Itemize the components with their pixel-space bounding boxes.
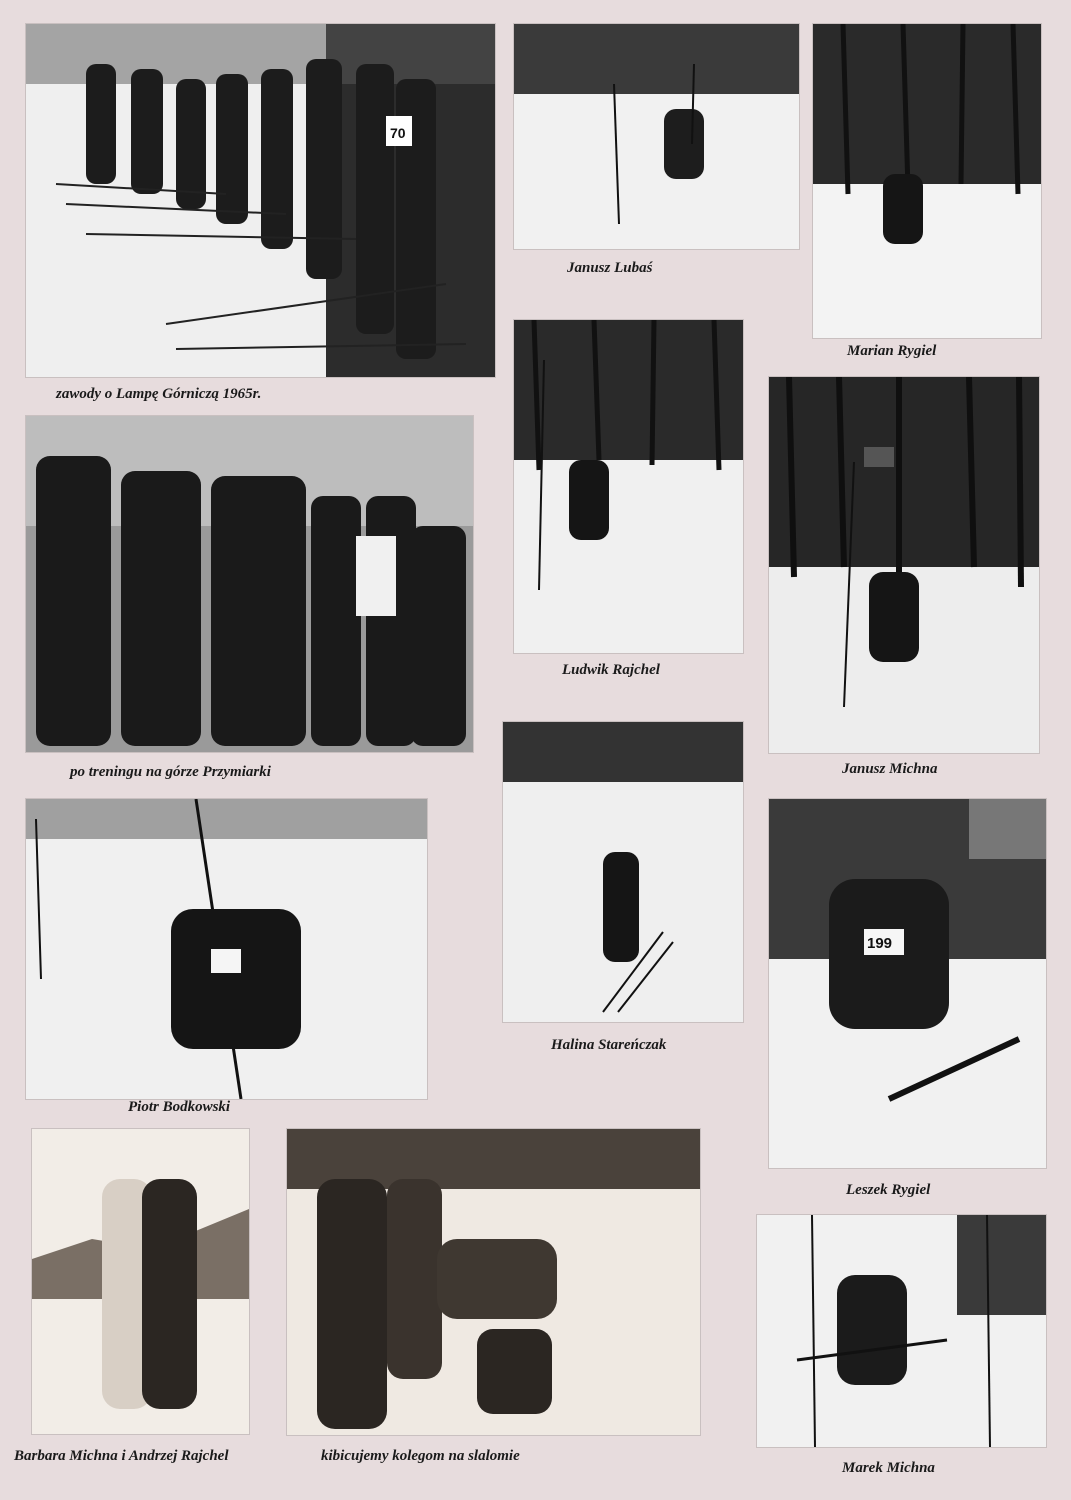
photo-piotr-bodkowski (26, 799, 427, 1099)
caption-leszek-rygiel: Leszek Rygiel (846, 1182, 931, 1198)
photo-halina-starenczak-image (503, 722, 743, 1022)
photo-ludwik-rajchel (514, 320, 743, 653)
photo-leszek-rygiel-image (769, 799, 1046, 1168)
photo-cheering-slalom (287, 1129, 700, 1435)
caption-ski-competition-group: zawody o Lampę Górniczą 1965r. (56, 386, 262, 402)
caption-ludwik-rajchel: Ludwik Rajchel (562, 662, 660, 678)
photo-janusz-michna (769, 377, 1039, 753)
photo-ludwik-rajchel-image (514, 320, 743, 653)
caption-janusz-michna: Janusz Michna (842, 761, 938, 777)
bib-number: 199 (867, 935, 893, 952)
photo-piotr-bodkowski-image (26, 799, 427, 1099)
photo-halina-starenczak (503, 722, 743, 1022)
caption-after-training-przymiarki: po treningu na górze Przymiarki (70, 764, 271, 780)
photo-ski-competition-group-image (26, 24, 495, 377)
caption-piotr-bodkowski: Piotr Bodkowski (128, 1099, 231, 1115)
photo-ski-competition-group (26, 24, 495, 377)
caption-janusz-lubas: Janusz Lubaś (567, 260, 653, 276)
photo-marian-rygiel-image (813, 24, 1041, 338)
caption-barbara-michna-andrzej-rajchel: Barbara Michna i Andrzej Rajchel (14, 1448, 229, 1464)
photo-janusz-michna-image (769, 377, 1039, 753)
photo-cheering-slalom-image (287, 1129, 700, 1435)
caption-cheering-slalom: kibicujemy kolegom na slalomie (321, 1448, 520, 1464)
photo-janusz-lubas-image (514, 24, 799, 249)
photo-after-training-przymiarki (26, 416, 473, 752)
photo-after-training-przymiarki-image (26, 416, 473, 752)
caption-marek-michna: Marek Michna (842, 1460, 935, 1476)
photo-marian-rygiel (813, 24, 1041, 338)
caption-halina-starenczak: Halina Stareńczak (551, 1037, 667, 1053)
photo-leszek-rygiel (769, 799, 1046, 1168)
bib-number: 70 (390, 125, 406, 141)
photo-janusz-lubas (514, 24, 799, 249)
caption-marian-rygiel: Marian Rygiel (847, 343, 937, 359)
photo-barbara-michna-andrzej-rajchel (32, 1129, 249, 1434)
photo-marek-michna-image (757, 1215, 1046, 1447)
photo-marek-michna (757, 1215, 1046, 1447)
photo-barbara-michna-andrzej-rajchel-image (32, 1129, 249, 1434)
